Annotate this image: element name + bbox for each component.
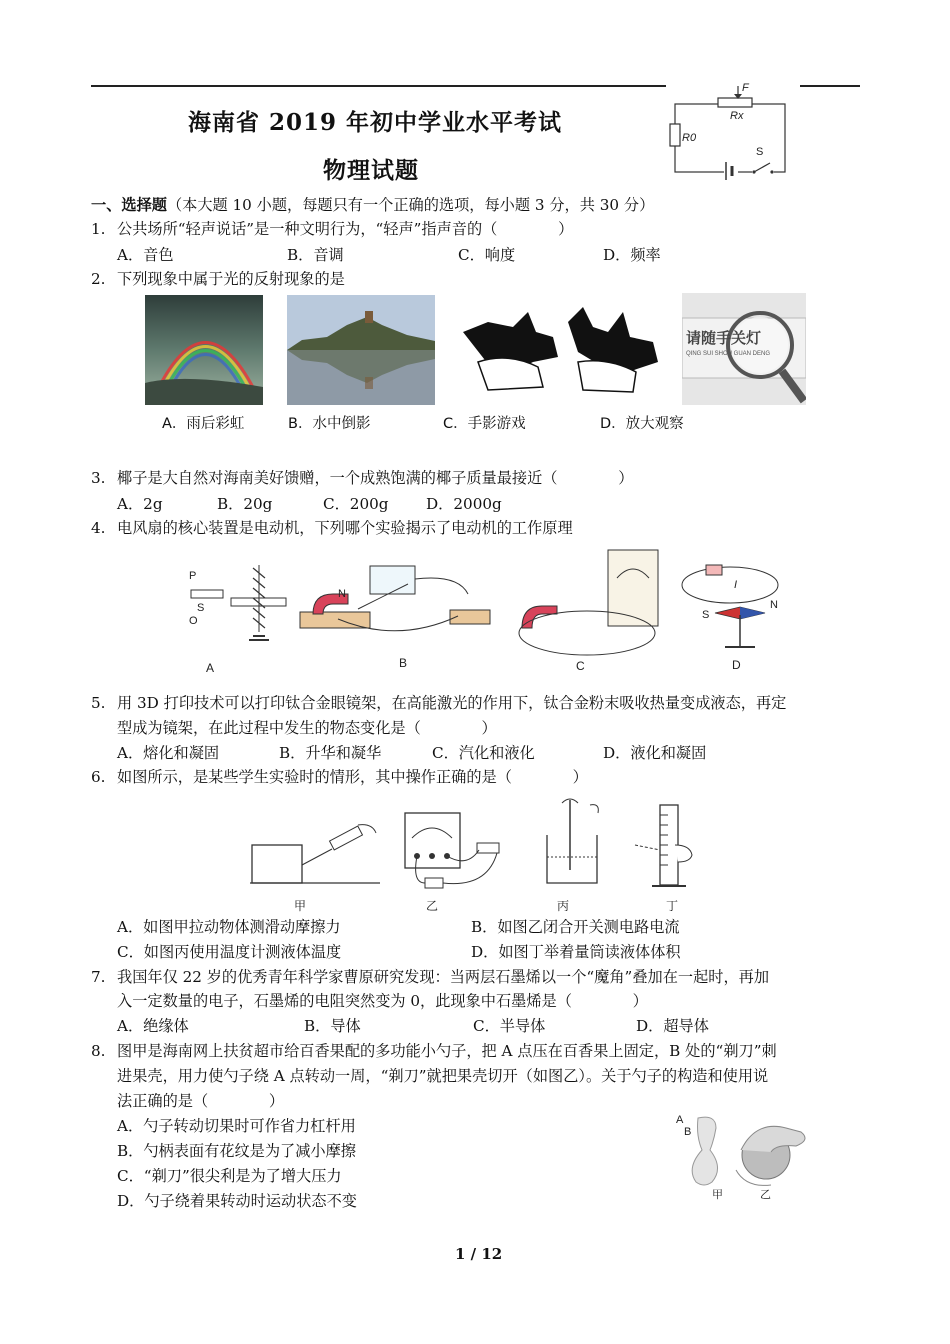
question-3-option-c: C．200g <box>323 495 389 513</box>
question-8-option-a: A．勺子转动切果时可作省力杠杆用 <box>117 1117 356 1135</box>
header-rule-left <box>91 85 666 87</box>
question-8-text-line1: 图甲是海南网上扶贫超市给百香果配的多功能小勺子，把 A 点压在百香果上固定，B 处的“剃刀”刺 <box>117 1042 777 1060</box>
reflection-photo <box>287 295 435 405</box>
question-1-option-c: C．响度 <box>458 246 516 264</box>
question-6-text: 如图所示，是某些学生实验时的情形，其中操作正确的是（ ） <box>117 768 588 786</box>
magnifier-sign-pinyin: QING SUI SHOU GUAN DENG <box>686 351 771 357</box>
question-4-figure-b <box>298 564 493 634</box>
header-rule-right <box>800 85 860 87</box>
rainbow-photo <box>145 295 263 405</box>
question-8-label-jia: 甲 <box>712 1188 723 1201</box>
figure-a-letter-o: O <box>189 615 198 627</box>
question-6-label-bing: 丙 <box>557 899 570 913</box>
question-7-text-line2: 入一定数量的电子，石墨烯的电阻突然变为 0，此现象中石墨烯是（ ） <box>117 992 648 1010</box>
circuit-label-rx: Rx <box>730 110 744 122</box>
question-1-text: 公共场所“轻声说话”是一种文明行为，“轻声”指声音的（ ） <box>117 220 574 238</box>
exam-subtitle: 物理试题 <box>323 157 419 184</box>
question-5-stem <box>91 693 786 713</box>
question-7-text-line1: 我国年仅 22 岁的优秀青年科学家曹原研究发现：当两层石墨烯以一个“魔角”叠加在一起时，再加 <box>117 968 770 986</box>
question-7-option-b: B．导体 <box>304 1017 361 1035</box>
question-3-stem <box>91 468 633 488</box>
question-5-option-b: B．升华和凝华 <box>279 744 382 762</box>
question-2-text: 下列现象中属于光的反射现象的是 <box>117 270 345 288</box>
figure-d-letter-s: S <box>702 609 710 621</box>
question-4-figure-d <box>680 555 790 655</box>
question-8-text-line2: 进果壳，用力使勺子绕 A 点转动一周，“剃刀”就把果壳切开（如图乙）。关于勺子的构造和使用说 <box>117 1067 769 1085</box>
question-6-option-c: C．如图丙使用温度计测液体温度 <box>117 943 342 961</box>
question-4-figure-a <box>183 560 293 675</box>
question-1-option-b: B．音调 <box>287 246 344 264</box>
question-8-text-line3: 法正确的是（ ） <box>117 1092 285 1110</box>
question-5-text-line1: 用 3D 打印技术可以打印钛合金眼镜架，在高能激光的作用下，钛合金粉末吸收热量变成液态，再定 <box>117 694 787 712</box>
question-8-figure <box>676 1110 826 1200</box>
question-1-number: 1. <box>91 220 106 238</box>
question-6-figure-jia <box>250 815 380 890</box>
question-3-number: 3. <box>91 469 106 487</box>
question-3-option-b: B．20g <box>217 495 273 513</box>
circuit-label-switch: S <box>756 146 764 158</box>
question-8-stem <box>91 1041 777 1061</box>
question-6-option-a: A．如图甲拉动物体测滑动摩擦力 <box>117 918 341 936</box>
question-2-stem <box>91 269 345 289</box>
question-1-stem <box>91 219 573 239</box>
question-6-label-jia: 甲 <box>294 899 307 913</box>
question-5-option-d: D．液化和凝固 <box>603 744 707 762</box>
question-1-option-d: D．频率 <box>603 246 661 264</box>
question-6-figure-yi <box>397 808 507 893</box>
figure-b-letter-n: N <box>338 588 346 600</box>
question-6-number: 6. <box>91 768 106 786</box>
header-circuit-diagram <box>668 84 790 182</box>
magnifier-sign-text: 请随手关灯 <box>686 329 762 347</box>
question-4-number: 4. <box>91 519 106 537</box>
question-2-caption-a: A．雨后彩虹 <box>162 416 245 432</box>
question-8-option-b: B．勺柄表面有花纹是为了减小摩擦 <box>117 1142 356 1160</box>
question-3-option-d: D．2000g <box>426 495 502 513</box>
question-2-caption-d: D．放大观察 <box>600 416 684 432</box>
question-5-option-c: C．汽化和液化 <box>432 744 535 762</box>
question-8-option-c: C．“剃刀”很尖利是为了增大压力 <box>117 1167 342 1185</box>
circuit-label-r0: R0 <box>682 132 697 144</box>
question-1-option-a: A．音色 <box>117 246 174 264</box>
question-6-option-b: B．如图乙闭合开关测电路电流 <box>471 918 680 936</box>
question-8-point-b: B <box>684 1126 692 1138</box>
question-2-caption-b: B．水中倒影 <box>288 416 371 432</box>
question-5-text-line2: 型成为镜架，在此过程中发生的物态变化是（ ） <box>117 719 497 737</box>
question-6-figure-ding <box>630 800 710 895</box>
page-number: 1 / 12 <box>455 1245 503 1263</box>
question-5-option-a: A．熔化和凝固 <box>117 744 220 762</box>
question-4-label-d: D <box>732 658 741 672</box>
question-7-option-d: D．超导体 <box>636 1017 709 1035</box>
question-4-label-a: A <box>206 661 215 675</box>
question-4-label-c: C <box>576 659 585 673</box>
question-7-option-c: C．半导体 <box>473 1017 546 1035</box>
shadow-hands-picture <box>458 302 663 397</box>
question-3-text: 椰子是大自然对海南美好馈赠，一个成熟饱满的椰子质量最接近（ ） <box>117 469 634 487</box>
circuit-label-force: F <box>742 82 749 94</box>
question-4-label-b: B <box>399 656 408 670</box>
figure-d-letter-n: N <box>770 599 778 611</box>
question-8-label-yi: 乙 <box>760 1188 771 1201</box>
question-7-option-a: A．绝缘体 <box>117 1017 189 1035</box>
question-2-number: 2. <box>91 270 106 288</box>
exam-title: 海南省 2019 年初中学业水平考试 <box>188 109 563 136</box>
question-4-figure-c <box>512 548 662 660</box>
question-6-label-ding: 丁 <box>666 899 679 913</box>
question-7-number: 7. <box>91 968 106 986</box>
question-8-option-d: D．勺子绕着果转动时运动状态不变 <box>117 1192 357 1210</box>
question-6-stem <box>91 767 588 787</box>
question-4-text: 电风扇的核心装置是电动机，下列哪个实验揭示了电动机的工作原理 <box>117 519 573 537</box>
magnifier-photo <box>682 293 806 405</box>
section-note: （本大题 10 小题，每题只有一个正确的选项，每小题 3 分，共 30 分） <box>166 196 655 214</box>
question-6-option-d: D．如图丁举着量筒读液体体积 <box>471 943 681 961</box>
section-heading <box>91 195 654 215</box>
question-6-label-yi: 乙 <box>426 899 439 913</box>
question-3-option-a: A．2g <box>117 495 163 513</box>
figure-a-letter-p: P <box>189 570 197 582</box>
question-5-number: 5. <box>91 694 106 712</box>
question-6-figure-bing <box>542 795 612 890</box>
figure-d-letter-i: I <box>734 579 738 591</box>
question-7-stem <box>91 967 769 987</box>
figure-a-letter-s: S <box>197 602 205 614</box>
question-4-stem <box>91 518 573 538</box>
question-8-point-a: A <box>676 1114 684 1126</box>
question-2-caption-c: C．手影游戏 <box>443 416 526 432</box>
question-8-number: 8. <box>91 1042 106 1060</box>
section-title: 一、选择题 <box>91 196 167 214</box>
